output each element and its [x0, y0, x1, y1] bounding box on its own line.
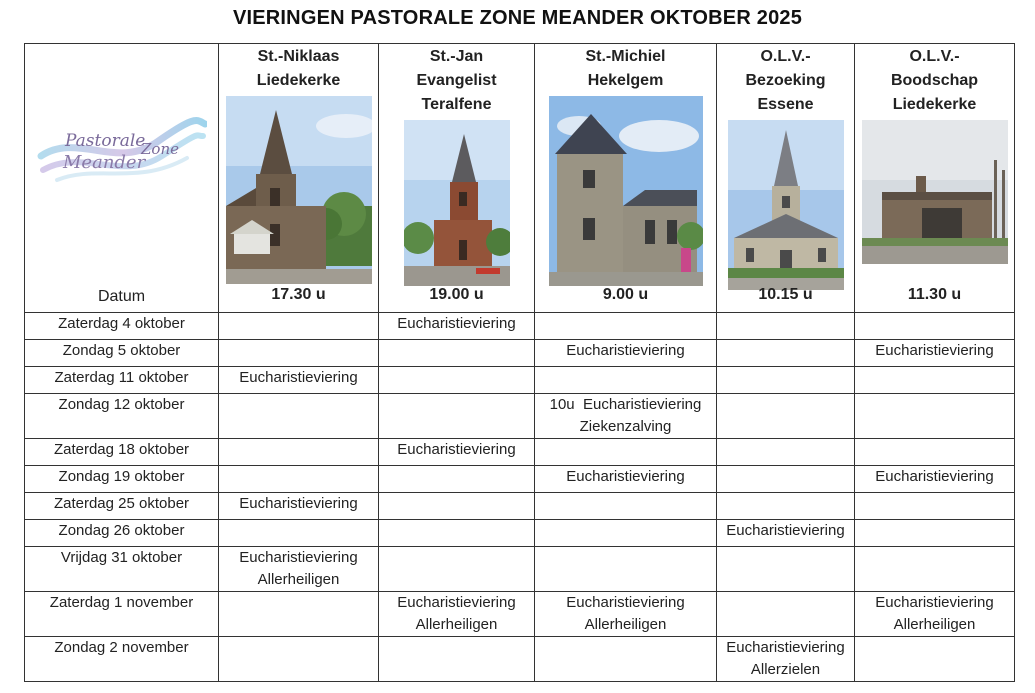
date-cell: Zaterdag 18 oktober — [25, 439, 219, 466]
church-name-line: O.L.V.- — [760, 48, 811, 65]
table-row — [25, 637, 1015, 682]
church-header-st-niklaas — [219, 44, 379, 313]
service-cell — [855, 439, 1015, 466]
service-cell — [717, 340, 855, 367]
datum-label: Datum — [97, 288, 146, 305]
svg-text:Zone: Zone — [141, 140, 179, 158]
table-row — [25, 493, 1015, 520]
service-cell — [855, 313, 1015, 340]
mass-time: 19.00 u — [429, 286, 484, 303]
church-name-line: O.L.V.- — [909, 48, 960, 65]
service-cell: Eucharistieviering — [219, 493, 379, 520]
service-cell: Eucharistieviering — [855, 466, 1015, 493]
service-cell — [535, 547, 717, 592]
service-cell — [379, 394, 535, 439]
service-cell: Eucharistieviering — [379, 439, 535, 466]
church-name-line: Teralfene — [421, 96, 492, 113]
service-cell — [219, 313, 379, 340]
service-cell: Eucharistieviering — [535, 340, 717, 367]
service-cell — [219, 439, 379, 466]
service-cell: 10u Eucharistieviering Ziekenzalving — [535, 394, 717, 439]
church-name-line: Evangelist — [416, 72, 497, 89]
church-name-line: St.-Michiel — [585, 48, 666, 65]
service-cell: Eucharistieviering — [219, 367, 379, 394]
service-cell — [717, 367, 855, 394]
service-cell — [717, 493, 855, 520]
page-title: VIERINGEN PASTORALE ZONE MEANDER OKTOBER 2025 — [232, 7, 803, 29]
mass-time: 9.00 u — [602, 286, 649, 303]
date-cell: Zondag 12 oktober — [25, 394, 219, 439]
table-row — [25, 466, 1015, 493]
table-row — [25, 394, 1015, 439]
date-cell: Zaterdag 1 november — [25, 592, 219, 637]
service-cell: Eucharistieviering Allerheiligen — [535, 592, 717, 637]
date-cell: Zaterdag 11 oktober — [25, 367, 219, 394]
service-cell — [855, 394, 1015, 439]
table-row — [25, 313, 1015, 340]
service-cell — [717, 547, 855, 592]
service-cell — [219, 637, 379, 682]
service-cell — [535, 637, 717, 682]
service-cell — [535, 439, 717, 466]
service-cell — [219, 592, 379, 637]
date-cell: Zondag 19 oktober — [25, 466, 219, 493]
church-name-line: Liedekerke — [256, 72, 341, 89]
church-photo-st-niklaas — [226, 96, 372, 284]
service-cell — [379, 520, 535, 547]
service-cell: Eucharistieviering Allerheiligen — [219, 547, 379, 592]
date-cell: Zaterdag 4 oktober — [25, 313, 219, 340]
service-cell — [379, 547, 535, 592]
service-cell: Eucharistieviering Allerheiligen — [855, 592, 1015, 637]
table-row — [25, 547, 1015, 592]
service-cell — [219, 340, 379, 367]
service-cell — [855, 637, 1015, 682]
service-cell — [379, 466, 535, 493]
church-photo-st-jan — [404, 120, 510, 286]
service-cell — [535, 367, 717, 394]
church-name-line: Essene — [757, 96, 814, 113]
table-row — [25, 520, 1015, 547]
table-row — [25, 439, 1015, 466]
church-photo-olv-boodschap — [862, 120, 1008, 264]
church-header-olv-bezoeking — [717, 44, 855, 313]
pastorale-zone-meander-logo — [37, 112, 207, 188]
mass-time: 11.30 u — [907, 286, 962, 303]
service-cell — [855, 493, 1015, 520]
date-cell: Zondag 26 oktober — [25, 520, 219, 547]
service-cell — [717, 466, 855, 493]
mass-time: 10.15 u — [758, 286, 813, 303]
service-cell — [219, 466, 379, 493]
date-cell: Zondag 5 oktober — [25, 340, 219, 367]
header-row — [25, 44, 1015, 313]
church-header-olv-boodschap — [855, 44, 1015, 313]
service-cell — [855, 520, 1015, 547]
service-cell — [717, 394, 855, 439]
service-cell: Eucharistieviering Allerzielen — [717, 637, 855, 682]
church-name-line: Liedekerke — [892, 96, 977, 113]
service-cell — [855, 367, 1015, 394]
service-cell — [717, 439, 855, 466]
church-header-st-michiel — [535, 44, 717, 313]
svg-text:Meander: Meander — [63, 152, 146, 173]
datum-header-cell — [25, 44, 219, 313]
date-cell: Vrijdag 31 oktober — [25, 547, 219, 592]
service-cell — [379, 340, 535, 367]
church-header-st-jan — [379, 44, 535, 313]
table-row — [25, 592, 1015, 637]
service-cell — [535, 313, 717, 340]
service-cell — [379, 367, 535, 394]
service-cell — [535, 493, 717, 520]
table-row — [25, 340, 1015, 367]
service-cell: Eucharistieviering Allerheiligen — [379, 592, 535, 637]
service-cell — [855, 547, 1015, 592]
schedule-table — [24, 43, 1015, 682]
service-cell — [379, 493, 535, 520]
church-name-line: Bezoeking — [745, 72, 826, 89]
service-cell — [219, 520, 379, 547]
church-name-line: St.-Jan — [429, 48, 484, 65]
church-photo-olv-bezoeking — [728, 120, 844, 290]
church-name-line: Hekelgem — [587, 72, 664, 89]
mass-time: 17.30 u — [271, 286, 326, 303]
service-cell — [535, 520, 717, 547]
service-cell — [379, 637, 535, 682]
church-name-line: St.-Niklaas — [257, 48, 340, 65]
date-cell: Zondag 2 november — [25, 637, 219, 682]
church-name-line: Boodschap — [890, 72, 979, 89]
service-cell: Eucharistieviering — [535, 466, 717, 493]
date-cell: Zaterdag 25 oktober — [25, 493, 219, 520]
church-photo-st-michiel — [549, 96, 703, 286]
service-cell: Eucharistieviering — [379, 313, 535, 340]
service-cell: Eucharistieviering — [855, 340, 1015, 367]
service-cell — [219, 394, 379, 439]
svg-text:Pastorale: Pastorale — [65, 131, 146, 151]
service-cell: Eucharistieviering — [717, 520, 855, 547]
service-cell — [717, 592, 855, 637]
table-row — [25, 367, 1015, 394]
service-cell — [717, 313, 855, 340]
